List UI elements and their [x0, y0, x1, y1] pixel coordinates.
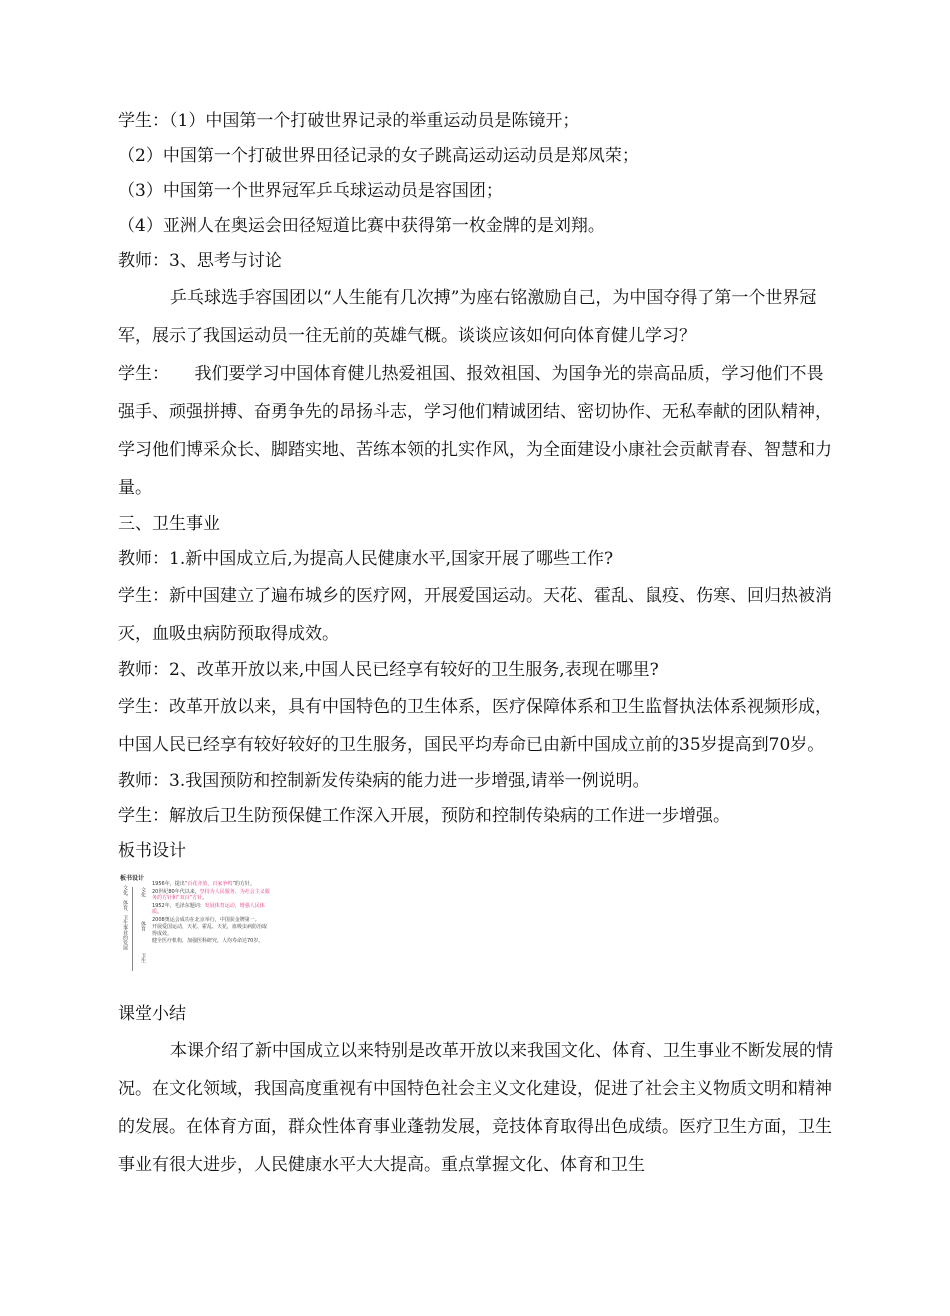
- text-line: 学生：解放后卫生防预保健工作深入开展，预防和控制传染病的工作进一步增强。: [118, 806, 730, 826]
- section-heading: 三、卫生事业: [118, 514, 220, 534]
- paragraph: 学生： 我们要学习中国体育健儿热爱祖国、报效祖国、为国争光的崇高品质，学习他们不畏强手、顽强拼搏、奋勇争先的昂扬斗志，学习他们精诚团结、密切协作、无私奉献的团队精神，学习他们博采众长、脚踏实地、苦练本领的扎实作风，为全面建设小康社会贡献青春、智慧和力量。: [118, 364, 832, 498]
- board-design-image: [118, 875, 268, 977]
- paragraph: 学生：改革开放以来，具有中国特色的卫生体系，医疗保障体系和卫生监督执法体系视频形成，中国人民已经享有较好较好的卫生服务，国民平均寿命已由新中国成立前的35岁提高到70岁。: [118, 697, 832, 755]
- board-cat-sport: 体育: [140, 921, 146, 931]
- board-title: 板书设计: [120, 875, 145, 882]
- text-line: 教师：2、改革开放以来,中国人民已经享有较好的卫生服务,表现在哪里?: [118, 660, 659, 680]
- text-line: 教师：3、思考与讨论: [118, 251, 282, 271]
- text-line: （4）亚洲人在奥运会田径短道比赛中获得第一枚金牌的是刘翔。: [118, 216, 605, 236]
- text-line: 学生：（1）中国第一个打破世界记录的举重运动员是陈镜开；: [118, 111, 580, 131]
- board-cat-health: 卫生: [140, 953, 146, 963]
- board-design-heading: 板书设计: [118, 841, 186, 861]
- board-left-label: 文化、体育、卫生事业的发展: [122, 885, 128, 950]
- board-item: 20世纪80年代以来，坚持为人民服务、为社会主义服务的方针和“双百”方针。: [152, 888, 270, 901]
- summary-heading: 课堂小结: [118, 1004, 186, 1024]
- text-line: （3）中国第一个世界冠军乒乓球运动员是容国团；: [118, 181, 503, 201]
- paragraph: 本课介绍了新中国成立以来特别是改革开放以来我国文化、体育、卫生事业不断发展的情况。在文化领域，我国高度重视有中国特色社会主义文化建设，促进了社会主义物质文明和精神的发展。在体育方面，群众性体育事业蓬勃发展，竞技体育取得出色成绩。医疗卫生方面，卫生事业有很大进步，人民健康水平大大提高。重点掌握文化、体育和卫生: [118, 1041, 833, 1175]
- document-page: [118, 104, 833, 1184]
- board-brace: [132, 887, 137, 971]
- text-line: 教师：1.新中国成立后,为提高人民健康水平,国家开展了哪些工作?: [118, 549, 614, 569]
- board-item: 1956年，提出“百花齐放，百家争鸣”的方针。: [152, 881, 255, 887]
- board-items: [152, 881, 270, 946]
- board-item: 2008奥运会成功在北京举行，中国获金牌第一。: [152, 916, 260, 923]
- paragraph: 学生：新中国建立了遍布城乡的医疗网，开展爱国运动。天花、霍乱、鼠疫、伤寒、回归热被消灭，血吸虫病防预取得成效。: [118, 586, 832, 644]
- board-item: 1952年，毛泽东题词：发展体育运动，增强人民体质。: [152, 902, 265, 915]
- board-categories: [138, 885, 148, 975]
- text-line: （2）中国第一个打破世界田径记录的女子跳高运动运动员是郑凤荣；: [118, 146, 639, 166]
- paragraph: 乒乓球选手容国团以“人生能有几次搏”为座右铭激励自己，为中国夺得了第一个世界冠军，展示了我国运动员一往无前的英雄气概。谈谈应该如何向体育健儿学习？: [118, 288, 817, 346]
- text-line: 教师：3.我国预防和控制新发传染病的能力进一步增强,请举一例说明。: [118, 771, 650, 791]
- board-item: 健全医疗机构，加强医科研究，人均寿命达70岁。: [152, 938, 264, 944]
- board-cat-culture: 文化: [140, 887, 146, 897]
- board-item: 开展爱国运动，天花、霍乱、天花，血吸虫病防治取得成效。: [152, 924, 268, 937]
